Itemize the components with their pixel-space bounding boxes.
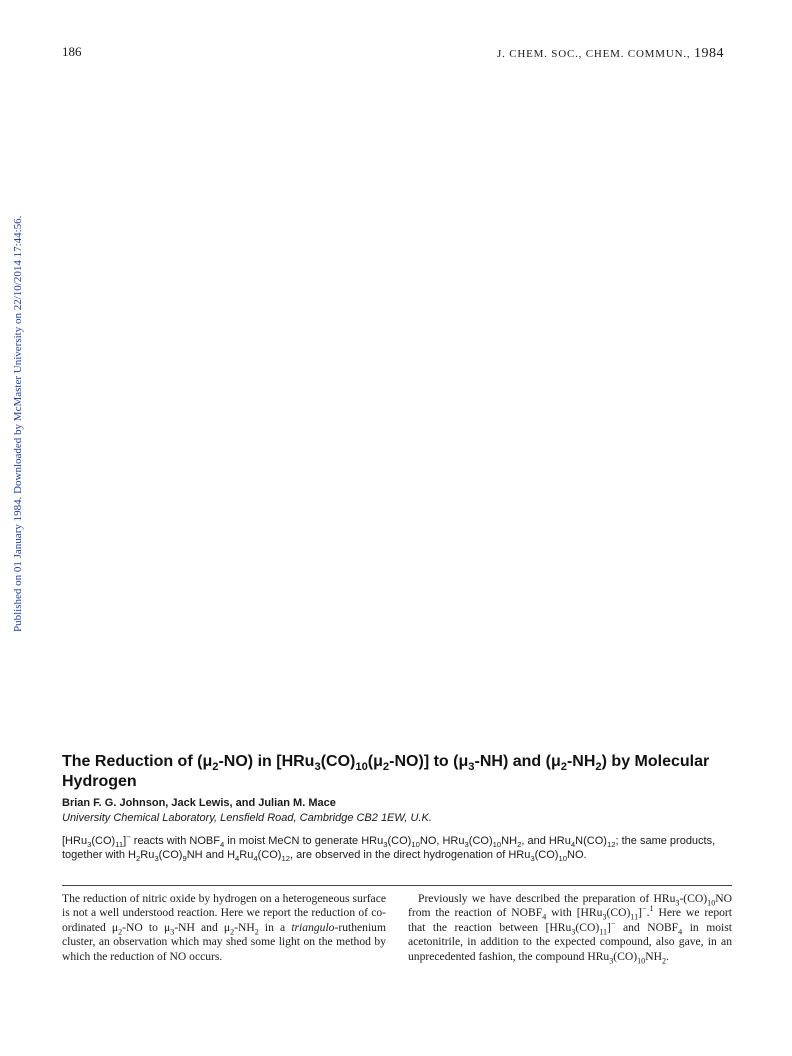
page-number: 186 <box>62 44 82 59</box>
download-watermark[interactable]: Published on 01 January 1984. Downloaded by McMaster University on 22/10/2014 17:44:56. <box>12 215 24 632</box>
journal-year: 1984 <box>694 46 724 61</box>
reference-marker[interactable]: 1 <box>649 904 654 914</box>
author-list: Brian F. G. Johnson, Jack Lewis, and Julian M. Mace <box>62 797 336 809</box>
body-column-right: Previously we have described the preparation of $HRu_3-(CO)_{10}NO$ from the reaction of $NOBF_4$ with $[HRu_3(CO)_{11}]^-.^1$ Here we report that the reaction between $[HRu_3(CO)_{11}]^-$ and $NOBF_4$ in moist acetonitrile, in addition to the expected compound, also gave, in an unprecedented fashion, the compound $HRu_3(CO)_{10}NH_2$. <box>408 892 732 965</box>
running-head <box>497 46 724 62</box>
section-divider <box>62 885 732 886</box>
article-title: The Reduction of $(\mu_2-NO)$ in $[HRu_3(CO)_{10}(\mu_2-NO)]$ to $(\mu_3-NH)$ and $(\mu_2-NH_2)$ by Molecular Hydrogen <box>62 753 710 790</box>
affiliation: University Chemical Laboratory, Lensfield Road, Cambridge CB2 1EW, U.K. <box>62 812 432 824</box>
journal-name: J. CHEM. SOC., CHEM. COMMUN., <box>497 48 694 60</box>
italic-term: triangulo <box>291 920 335 934</box>
body-column-left: The reduction of nitric oxide by hydrogen on a heterogeneous surface is not a well understood reaction. Here we report the reduction of co-ordinated $\mu_2-NO$ to $\mu_3-NH$ and $\mu_2-NH_2$ in a triangulo-ruthenium cluster, an observation which may shed some light on the method by which the reduction of NO occurs. <box>62 892 386 963</box>
abstract: $[HRu_3(CO)_{11}]^-$ reacts with $NOBF_4$ in moist MeCN to generate $HRu_3(CO)_{10}NO$, $HRu_3(CO)_{10}NH_2$, and $HRu_4N(CO)_{12}$; the same products, together with $H_2Ru_3(CO)_9NH$ and $H_4Ru_4(CO)_{12}$, are observed in the direct hydrogenation of $HRu_3(CO)_{10}NO$. <box>62 832 716 864</box>
